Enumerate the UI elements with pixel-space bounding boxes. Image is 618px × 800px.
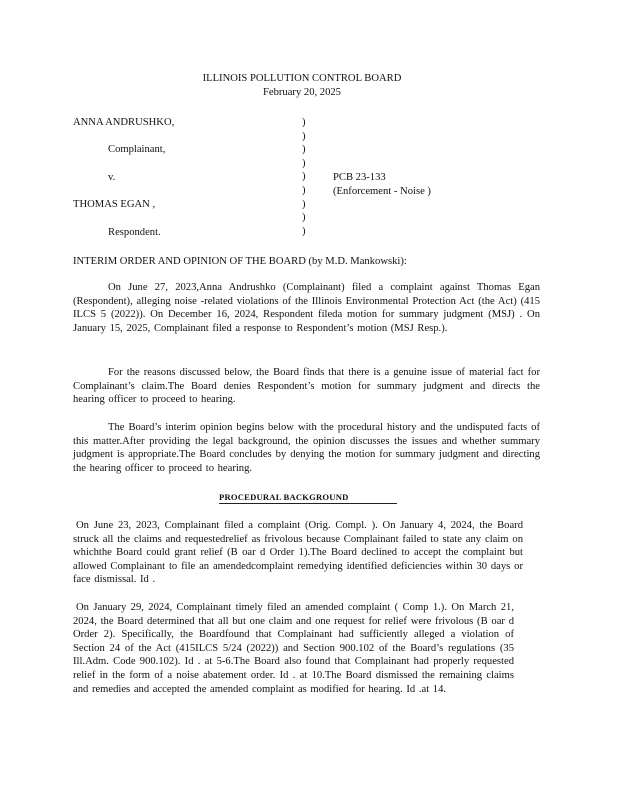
case-number: PCB 23-133 [333,172,386,183]
paren: ) [302,144,306,156]
opinion-title: INTERIM ORDER AND OPINION OF THE BOARD (by M.D. Mankowski): [73,256,407,267]
complainant-role: Complainant, [108,144,166,155]
background-paragraph-2: On January 29, 2024, Complainant timely filed an amended complaint ( Comp 1.). On March 21, 2024, the Board determined that all but one claim and one request for relief were frivolous (B oar d Order 2). Specifically, the Boardfound that Complainant had sufficiently alleged a violation of Section 24 of the Act (415ILCS 5/24 (2022)) and Section 900.102 of the Board’s regulations (35 Ill.Adm. Code 900.102). Id . at 5-6.The Board also found that Complainant had properly requested relief in the form of a noise abatement order. Id . at 10.The Board dismissed the remaining claims and remedies and accepted the amended complaint as modified for hearing. Id .at 14. [73,602,514,695]
complainant-name: ANNA ANDRUSHKO, [73,117,175,128]
paren: ) [302,157,306,169]
paren: ) [302,225,306,237]
heading-underline [219,503,397,504]
paren: ) [302,198,306,210]
respondent-name: THOMAS EGAN , [73,199,156,210]
paren: ) [302,117,306,128]
versus: v. [108,172,116,183]
background-paragraph-1: On June 23, 2023, Complainant filed a complaint (Orig. Compl. ). On January 4, 2024, the Board struck all the claims and requestedrelief as frivolous because Complainant failed to state any claim on whichthe Board could grant relief (B oar d Order 1).The Board declined to accept the complaint but allowed Complainant to file an amendedcomplaint remedying identified deficiencies within 30 days or face dismissal. Id . [73,520,523,586]
intro-paragraph: On June 27, 2023,Anna Andrushko (Complainant) filed a complaint against Thomas Egan (Respondent), alleging noise -related violations of the Illinois Environmental Protection Act (the Act) (415 ILCS 5 (2022)). On December 16, 2024, Respondent fileda motion for summary judgment (MSJ) . On January 15, 2025, Complainant filed a response to Respondent’s motion (MSJ Resp.). [73,282,540,334]
findings-paragraph: For the reasons discussed below, the Board finds that there is a genuine issue of material fact for Complainant’s claim.The Board denies Respondent’s motion for summary judgment and directs the hearing officer to proceed to hearing. [73,367,540,406]
overview-paragraph: The Board’s interim opinion begins below with the procedural history and the undisputed facts of this matter.After providing the legal background, the opinion discusses the issues and whether summary judgment is appropriate.The Board concludes by denying the motion for summary judgment and directing the hearing officer to proceed to hearing. [73,422,540,474]
paren: ) [302,130,306,142]
paren: ) [302,212,306,224]
board-name: ILLINOIS POLLUTION CONTROL BOARD [202,73,402,84]
caption-parentheses [302,116,306,238]
section-heading: PROCEDURAL BACKGROUND [219,492,349,502]
respondent-role: Respondent. [108,227,161,238]
case-type: (Enforcement - Noise ) [333,186,431,197]
decision-date: February 20, 2025 [263,87,341,98]
paren: ) [302,171,306,183]
paren: ) [302,184,306,196]
